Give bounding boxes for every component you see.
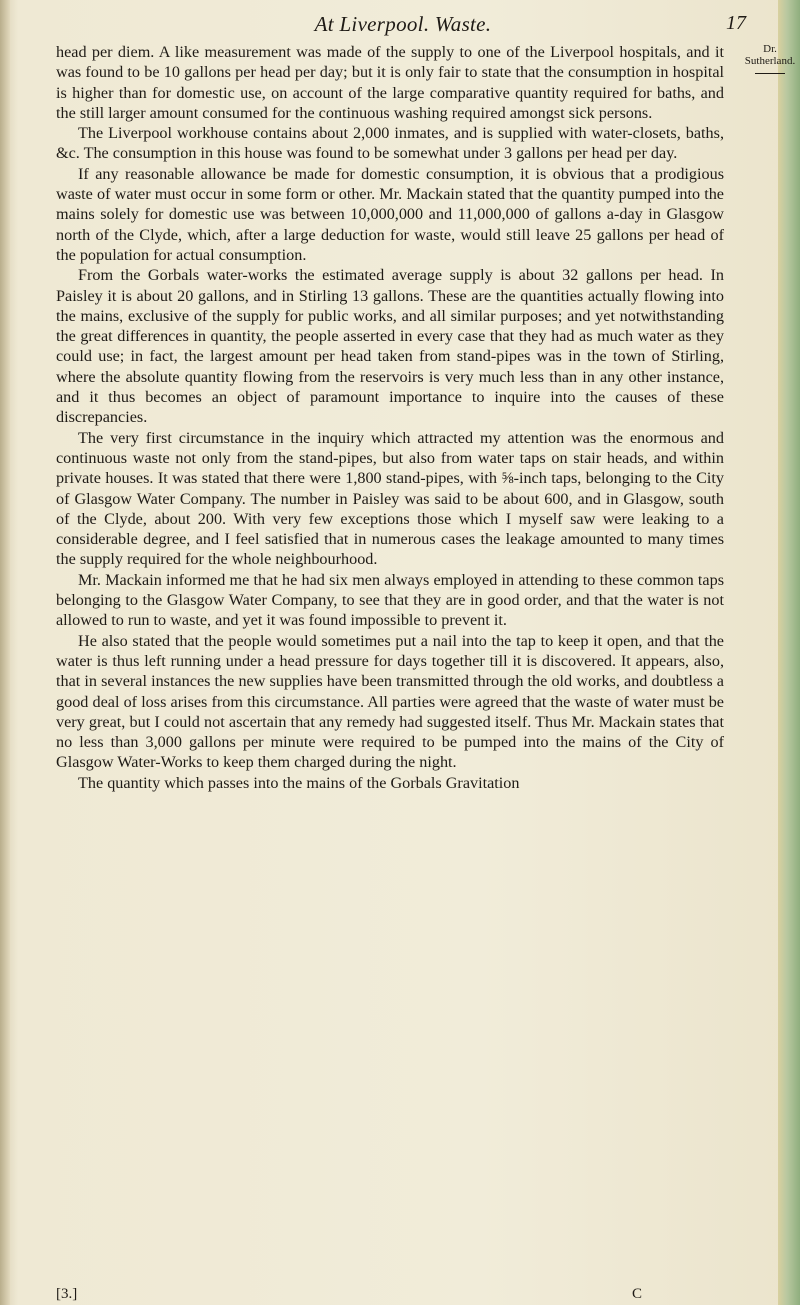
page-number: 17: [726, 12, 746, 34]
margin-rule: [755, 73, 785, 74]
signature-mark: [3.]: [56, 1286, 78, 1302]
paragraph: head per diem. A like measurement was made of the supply to one of the Liverpool hospitals, and it was found to be 10 gallons per head per day; but it is only fair to state that the consumption in hospital is higher than for domestic use, on account of the large comparative quantity required for baths, and the still larger amount consumed for the continuous washing required amongst sick persons.: [56, 43, 724, 122]
paragraph: From the Gorbals water-works the estimated average supply is about 32 gallons per head. In Paisley it is about 20 gallons, and in Stirling 13 gallons. These are the quantities actually flowing into the mains, exclusive of the supply for public works, and all similar purposes; and yet notwithstanding the great differences in quantity, the people asserted in every case that they had as much water as they could use; in fact, the largest amount per head taken from stand-pipes was in the town of Stirling, where the absolute quantity flowing from the reservoirs is very much less than in any other instance, and it thus becomes an object of paramount importance to inquire into the causes of these discrepancies.: [56, 266, 724, 427]
running-title: At Liverpool. Waste.: [314, 12, 492, 36]
margin-note-text: Dr. Sutherland.: [744, 43, 796, 67]
margin-note: [740, 43, 800, 74]
paragraph: The Liverpool workhouse contains about 2,000 inmates, and is supplied with water-closets, baths, &c. The consumption in this house was found to be somewhat under 3 gallons per head per day.: [56, 124, 724, 163]
paragraph: If any reasonable allowance be made for domestic consumption, it is obvious that a prodigious waste of water must occur in some form or other. Mr. Mackain stated that the quantity pumped into the mains solely for domestic use was between 10,000,000 and 11,000,000 of gallons a-day in Glasgow north of the Clyde, which, after a large deduction for waste, would still leave 25 gallons per head of the population for actual consumption.: [56, 164, 724, 264]
paragraph: Mr. Mackain informed me that he had six men always employed in attending to these common taps belonging to the Glasgow Water Company, to see that they are in good order, and that the water is not allowed to run to waste, and yet it was found impossible to prevent it.: [56, 570, 724, 630]
body-text: [56, 42, 724, 793]
paragraph: The very first circumstance in the inquiry which attracted my attention was the enormous and continuous waste not only from the stand-pipes, but also from water taps on stair heads, and within private houses. It was stated that there were 1,800 stand-pipes, with ⅝-inch taps, belonging to the City of Glasgow Water Company. The number in Paisley was said to be about 600, and in Glasgow, south of the Clyde, about 200. With very few exceptions those which I myself saw were leaking to a considerable degree, and I feel satisfied that in numerous cases the leakage amounted to many times the supply required for the whole neighbourhood.: [56, 428, 724, 569]
paragraph: He also stated that the people would sometimes put a nail into the tap to keep it open, and that the water is thus left running under a head pressure for days together till it is discovered. It appears, also, that in several instances the new supplies have been transmitted through the old works, and doubtless a good deal of loss arises from this circumstance. All parties were agreed that the waste of water must be very great, but I could not ascertain that any remedy had suggested itself. Thus Mr. Mackain states that no less than 3,000 gallons per minute were required to be pumped into the mains of the City of Glasgow Water-Works to keep them charged during the night.: [56, 631, 724, 772]
paragraph: The quantity which passes into the mains of the Gorbals Gravitation: [78, 773, 520, 792]
running-header: [60, 12, 746, 38]
page-gutter-shadow: [0, 0, 10, 1305]
signature-letter: C: [632, 1286, 643, 1302]
page-right-edge: [778, 0, 800, 1305]
